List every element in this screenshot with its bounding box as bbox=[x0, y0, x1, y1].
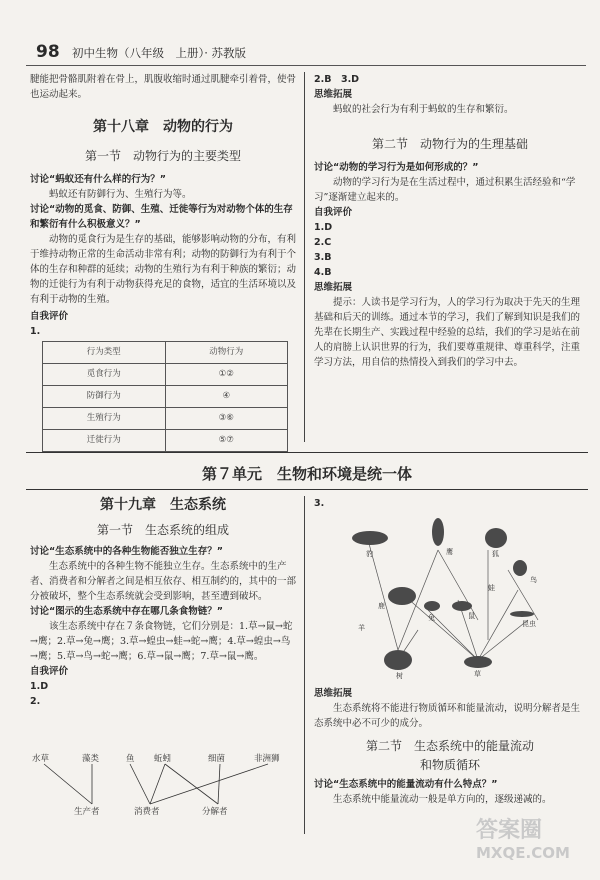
section-2-subtitle: 和物质循环 bbox=[419, 758, 480, 772]
right-column-bottom bbox=[314, 496, 586, 511]
grass-figure bbox=[464, 656, 492, 668]
section-2-title: 第二节 动物行为的生理基础 bbox=[371, 137, 528, 151]
animal-label: 鹰 bbox=[446, 548, 453, 556]
extension-heading: 思维拓展 bbox=[314, 282, 353, 293]
right-column-bottom-text bbox=[314, 686, 586, 807]
watermark-text: 答案圈 bbox=[476, 818, 543, 843]
unit-banner bbox=[26, 452, 588, 490]
extension-text: 蚂蚁的社会行为有利于蚂蚁的生存和繁衍。 bbox=[333, 104, 514, 115]
left-column-top bbox=[30, 72, 296, 452]
fox-figure bbox=[485, 528, 507, 548]
chapter-19-title: 第十九章 生态系统 bbox=[100, 497, 226, 513]
discussion-answer: 生态系统中能量流动一般是单方向的，逐级递减的。 bbox=[333, 794, 552, 805]
answer-item: 2. bbox=[30, 696, 41, 707]
diagram-group: 生产者 bbox=[74, 807, 100, 817]
answers-line: 2.B 3.D bbox=[314, 74, 360, 85]
animal-label: 树 bbox=[396, 672, 403, 680]
behavior-table bbox=[42, 341, 288, 452]
animal-label: 兔 bbox=[428, 614, 435, 622]
discussion-question: 讨论“动物的学习行为是如何形成的？” bbox=[314, 162, 479, 173]
diagram-item: 鱼 bbox=[126, 754, 135, 764]
answer-item: 3.B bbox=[314, 252, 332, 263]
table-row bbox=[43, 408, 288, 430]
discussion-question: 讨论“生态系统中的能量流动有什么特点？” bbox=[314, 779, 498, 790]
question-number: 1. bbox=[30, 326, 41, 337]
answer-item: 1.D bbox=[30, 681, 49, 692]
book-title: 初中生物（八年级 上册）· 苏教版 bbox=[72, 46, 247, 60]
left-column-bottom bbox=[30, 496, 296, 709]
continued-text: 腱能把骨骼肌附着在骨上，肌腹收缩时通过肌腱牵引着骨，使骨也运动起来。 bbox=[30, 74, 297, 100]
table-cell: 迁徙行为 bbox=[43, 430, 166, 452]
extension-text: 生态系统将不能进行物质循环和能量流动，说明分解者是生态系统中必不可少的成分。 bbox=[314, 703, 581, 729]
diagram-item: 细菌 bbox=[208, 754, 226, 764]
diagram-group: 分解者 bbox=[202, 807, 228, 817]
extension-text: 提示：人读书是学习行为，人的学习行为取决于先天的生理基础和后天的训练。通过本节的学习，我们了解到知识是我们的先辈在长期生产、实践过程中经验的总结，我们的学习是站在前人的肩膀上认识世界的行为，我们要尊重规律、尊重科学，注重学习方法，用自信的热情投入到我们的学习中去。 bbox=[314, 297, 581, 368]
self-evaluation-heading: 自我评价 bbox=[30, 666, 69, 677]
discussion-question: 讨论“动物的觅食、防御、生殖、迁徙等行为对动物个体的生存和繁衍有什么积极意义？” bbox=[30, 204, 293, 230]
discussion-question: 讨论“生态系统中的各种生物能否独立生存？” bbox=[30, 546, 223, 557]
table-header-row bbox=[43, 342, 288, 364]
animal-label: 鸟 bbox=[530, 576, 537, 584]
table-row bbox=[43, 364, 288, 386]
bird-figure bbox=[513, 560, 527, 576]
column-divider-bottom bbox=[304, 496, 305, 834]
diagram-item: 藻类 bbox=[82, 754, 100, 764]
diagram-group: 消费者 bbox=[134, 807, 160, 817]
table-row bbox=[43, 386, 288, 408]
diagram-item: 蚯蚓 bbox=[154, 754, 172, 764]
self-evaluation-heading: 自我评价 bbox=[30, 311, 69, 322]
classification-diagram bbox=[30, 752, 300, 832]
table-cell: 生殖行为 bbox=[43, 408, 166, 430]
discussion-answer: 动物的学习行为是在生活过程中，通过积累生活经验和“学习”逐渐建立起来的。 bbox=[314, 177, 576, 203]
answer-item: 2.C bbox=[314, 237, 332, 248]
self-evaluation-heading: 自我评价 bbox=[314, 207, 353, 218]
table-cell: ①② bbox=[165, 364, 288, 386]
animal-label: 草 bbox=[474, 670, 481, 678]
watermark-url: MXQE.COM bbox=[476, 844, 570, 862]
answer-item: 4.B bbox=[314, 267, 332, 278]
deer-figure bbox=[388, 587, 416, 605]
extension-heading: 思维拓展 bbox=[314, 89, 353, 100]
discussion-answer: 动物的觅食行为是生存的基础，能够影响动物的分布，有利于维持动物正常的生命活动非常有利；动物的防御行为有利于个体的生存和种群的延续；动物的生殖行为有利于种族的繁衍；动物的迁徙行为有利于动物获得充足的食物，适宜的生活环境以及有利于动物的生殖。 bbox=[30, 234, 297, 305]
discussion-question: 讨论“图示的生态系统中存在哪几条食物链？” bbox=[30, 606, 223, 617]
watermark bbox=[476, 818, 596, 862]
table-cell: 防御行为 bbox=[43, 386, 166, 408]
right-column-top bbox=[314, 72, 586, 370]
section-1-title: 第一节 生态系统的组成 bbox=[96, 523, 229, 537]
diagram-item: 水草 bbox=[32, 754, 50, 764]
table-row bbox=[43, 430, 288, 452]
animal-label: 豹 bbox=[366, 550, 373, 558]
animal-label: 狐 bbox=[492, 550, 499, 558]
discussion-answer: 该生态系统中存在７条食物链，它们分别是：1.草→鼠→蛇→鹰；2.草→兔→鹰；3.草→蝗虫→蛙→蛇→鹰；4.草→蝗虫→鸟→鹰；5.草→鸟→蛇→鹰；6.草→鼠→鹰；7.草→鼠→鹰。 bbox=[30, 621, 293, 662]
animal-label: 羊 bbox=[358, 624, 365, 632]
table-header-cell: 动物行为 bbox=[165, 342, 288, 364]
chapter-18-title: 第十八章 动物的行为 bbox=[93, 119, 233, 135]
page-header bbox=[26, 42, 586, 66]
table-header-cell: 行为类型 bbox=[43, 342, 166, 364]
discussion-answer: 蚂蚁还有防御行为、生殖行为等。 bbox=[49, 189, 192, 200]
table-cell: 觅食行为 bbox=[43, 364, 166, 386]
mouse-figure bbox=[452, 601, 472, 611]
extension-heading: 思维拓展 bbox=[314, 688, 353, 699]
discussion-answer: 生态系统中的各种生物不能独立生存。生态系统中的生产者、消费者和分解者之间是相互依存、相互制约的，其中的一部分被破坏，整个生态系统就会受到影响，甚至遭到破坏。 bbox=[30, 561, 297, 602]
animal-label: 鼠 bbox=[468, 612, 475, 620]
rabbit-figure bbox=[424, 601, 440, 611]
table-cell: ⑤⑦ bbox=[165, 430, 288, 452]
animal-label: 昆虫 bbox=[522, 620, 536, 628]
answer-item: 1.D bbox=[314, 222, 333, 233]
section-1-title: 第一节 动物行为的主要类型 bbox=[84, 149, 241, 163]
leopard-figure bbox=[352, 531, 388, 545]
unit-title: 第７单元 生物和环境是统一体 bbox=[201, 465, 412, 483]
food-web-illustration bbox=[338, 510, 568, 680]
section-2-title: 第二节 生态系统中的能量流动 bbox=[365, 739, 534, 753]
insect-figure bbox=[510, 611, 534, 617]
tree-figure bbox=[384, 650, 412, 670]
discussion-question: 讨论“蚂蚁还有什么样的行为？” bbox=[30, 174, 166, 185]
table-cell: ③⑥ bbox=[165, 408, 288, 430]
eagle-figure bbox=[432, 518, 444, 546]
column-divider-top bbox=[304, 72, 305, 442]
animal-label: 鹿 bbox=[378, 602, 385, 610]
diagram-item: 非洲狮 bbox=[254, 754, 280, 764]
question-number: 3. bbox=[314, 498, 325, 509]
table-cell: ④ bbox=[165, 386, 288, 408]
animal-label: 蛙 bbox=[488, 584, 495, 592]
page-number: 98 bbox=[36, 42, 60, 62]
